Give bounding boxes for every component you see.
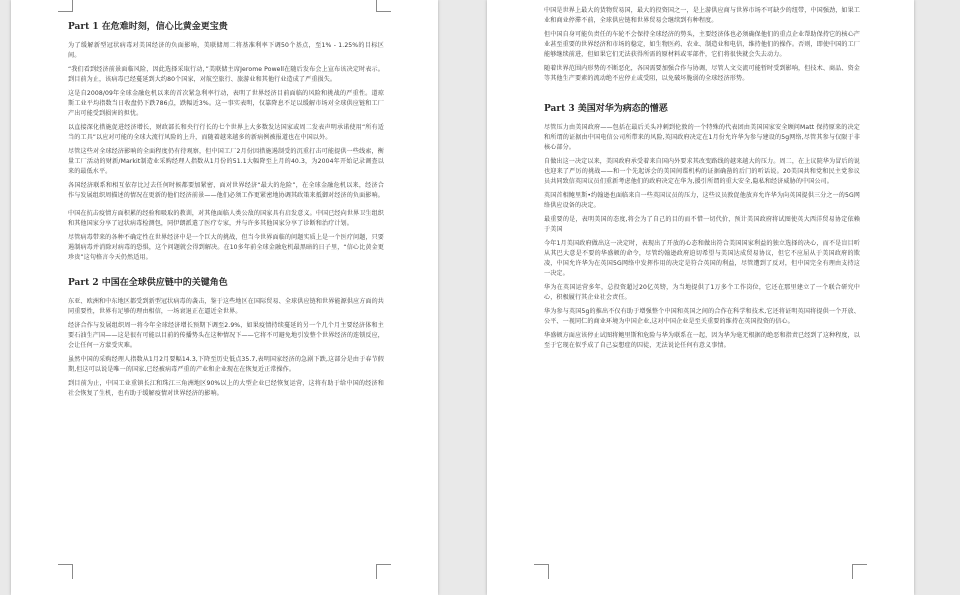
paragraph: 虽然中国的采购经理人指数从1月2月要幅14.3,下降至历史低点35.7,表明国家经济的急剧下跌,这部分是由于春节假期,但这可以说是唯一的国家,已经被病毒严重的产业和企业现在在恢复近正常操作。 xyxy=(68,356,384,373)
document-page-right xyxy=(487,0,914,595)
paragraph: 尽管病毒带来的各种不确定性在世界经济中是一个巨大的挑战，但当今世界面临的问题实质上是一个医疗问题，只要遏制病毒并消除对病毒的恐惧，这个问题就会得到解决。在10多年前全球金融危机最黑暗的日子里，“信心比黄金更珍贵”这句格言今天仍然适用。 xyxy=(68,234,384,261)
paragraph: 为了缓解新型冠状病毒对美国经济的负面影响，美联储周二将基准利率下调50个基点，至1% - 1.25%的目标区间。 xyxy=(68,42,384,59)
paragraph: 中国在抗击疫情方面积累的经验和吸取的教训，对其他面临人类公敌的国家具有启发意义。中国已经向世界卫生组织和其他国家分享了冠状病毒检测包，同伊朗派遣了医疗专家，并与许多其他国家分享了诊断和治疗计划。 xyxy=(68,210,384,227)
section-heading-part2: Part 2 中国在全球供应链中的关键角色 xyxy=(68,278,228,288)
paragraph: 英国首相鲍里斯•约翰逊也面临来自一些英国议员的压力，这些议员敦促他放弃允许华为向英国提供三分之一的5G网络供应设备的决定。 xyxy=(544,192,860,209)
crop-mark xyxy=(58,0,73,12)
paragraph: 但中国自身可能负责任的车轮不会保持全球经济的势头，主要经济体也必须确保他们的重点企业帮助保持它的核心产业甚至重要的世界经济和市场的稳定，如生物医药、农业、制造业和电信，维持他们的操作。否则，即使中国的工厂能够继续前进，但如果它们无法获得所需的原材料或零部件，它们将很快就会失去动力。 xyxy=(544,31,860,58)
paragraph: 中国是世界上最大的货物贸易国，最大的投资国之一，是上游供应商与世界市场不可缺少的纽带，中国强劲，如果工业和商业停滞不前，全球供应链和世界贸易会继续到有种程度。 xyxy=(544,7,860,24)
paragraph: 最重要的是，表明美国的态度,将会为了自己的目的而不惜一切代价，预计美国政府将试图使英大西洋贸易协定依赖于美国 xyxy=(544,216,860,233)
paragraph: 华为在英国运营多年，总投资超过20亿英镑，为当地提供了1万多个工作岗位，它还在那里建立了一个联合研究中心，积极履行其企业社会责任。 xyxy=(544,284,860,301)
paragraph: 今年1月美国政府做出这一决定时，表现出了开放的心态和做出符合美国国家利益的独立选择的决心，而不是盲目听从其巴大意是不要的华盛顿的命令，尽管约翰逊政府迫切希望与美国达成贸易协议，但它不应屈从于美国政府的欺凌，中国允许华为在英国5G网络中发挥作用的决定是符合英国的利益，尽管遭到了反对，但中国完全有理由支持这一决定。 xyxy=(544,240,860,277)
paragraph: 以直接深化措施促进经济增长，财政部长和央行行长的七个世界上大多数发达国家或周二发表声明承诺使用“所有适当的工具”以应对可能的全球大流行风险的上升，而随着越来越多的新病例被报道也在中国以外。 xyxy=(68,124,384,141)
paragraph: 尽管这些对全球经济影响的全面程度仍有待观察，但中国工厂2月份因措施遏制受的沉重打击可能提供一些线索，衡量工厂活动的财新/Markit制造业采购经理人指数从1月份的51.1大幅降至上月的40.3，为2004年开始记录调查以来的最低水平。 xyxy=(68,148,384,175)
paragraph: 东亚、欧洲和中东地区都受到新型冠状病毒的袭击，鉴于这些地区在国际贸易、全球供应链和世界能源供应方面的共同重要性，世界有足够的理由相信，一场衰退正在逼近全世界。 xyxy=(68,298,384,315)
crop-mark xyxy=(58,564,73,579)
paragraph: 华为参与英国5g的推出不仅有助于增强整个中国和英国之间的合作在科学和技术,它还将证明英国将提供一个开放、公平、一视同仁的商业环境为中国企业,这对中国企业是至关重要的维持在英国投资的信心。 xyxy=(544,308,860,325)
crop-mark xyxy=(376,564,391,579)
paragraph: 经济合作与发展组织周一将今年全球经济增长预期下调至2.9%，如果疫情持续蔓延的另一个几个月主要经济体和主要石油生产国——这是很有可能以目前的传播势头在这种情况下——它将不可避免地引发整个世界经济的连锁反应，会让任何一方蒙受灾难。 xyxy=(68,322,384,349)
page-body[interactable] xyxy=(544,6,860,355)
crop-mark xyxy=(534,564,549,579)
paragraph: 随着世界范围内形势的不断恶化，各国需要加强合作与协调，尽管人文交流可能暂时受到影响，但技术、商品、资金等其他生产要素的流动绝不应停止或受阻，以免破坏脆弱的全球经济形势。 xyxy=(544,65,860,82)
crop-mark xyxy=(852,564,867,579)
section-heading-part1: Part 1 在危难时刻，信心比黄金更宝贵 xyxy=(68,22,228,32)
document-page-left xyxy=(11,0,438,595)
section-heading-part3: Part 3 美国对华为病态的憎恶 xyxy=(544,104,668,114)
paragraph: 华盛顿方面应该停止试图将鲍里斯和危险与华为联系在一起，因为华为毫无根据的绝恶和指责已经到了这种程度，以至于它现在似乎成了自己妄想症的囚徒，无法说论任何有意义事情。 xyxy=(544,332,860,349)
paragraph: 这是自2008/09年全球金融危机以来的首次紧急利率行动，表明了世界经济目前面临的风险和挑战的严重性。道琼斯工业平均指数当日收盘仍下跌786点，跌幅近3%。这一事实表明，仅靠降息不足以缓解市场对全球供应链和工厂产出可能受到损害的担忧。 xyxy=(68,90,384,117)
paragraph: 自做出这一决定以来，美国政府承受着来自国内外要求其改变路线的越来越大的压力。周二，在上议院华为冒后的说也迎来了严厉的挑战——和一个先起诉会的美国间谍机构的证据确凿的后门的听话说。20美国共和党和民主党参议员共同致信英国议员们重新考虑他们的政府决定在华为,援引所谓的重大安全,隐私和经济威胁的中国公司。 xyxy=(544,158,860,185)
page-body[interactable] xyxy=(68,21,384,403)
crop-mark xyxy=(376,0,391,12)
paragraph: 到目前为止，中国工业重镇长江和珠江三角洲地区90%以上的大型企业已经恢复运营，这将有助于给中国的经济和社会恢复了生机，也有助于缓解疫情对世界经济的影响。 xyxy=(68,380,384,397)
paragraph: 各国经济联系和相互依存比过去任何时候都要加紧密，面对世界经济“最大的危险”，在全球金融危机以来，经济合作与发展组织周描述的情况在更新的他们经济前景——他们必须工作更紧密地协调其政策来抵御对经济的负面影响。 xyxy=(68,182,384,199)
paragraph: 尽管压力由美国政府——包括在最后关头冲刺到伦敦的一个特殊的代表团由美国国家安全顾问Matt 保持原来的决定和所谓的证据由中国电信公司所带来的风险,英国政府决定在1月份允许华为参与建设的5g网络,尽管其参与仅限于非核心部分。 xyxy=(544,124,860,151)
paragraph: “我们看到经济前景面临风险，因此选择采取行动，”美联储主席Jerome Powell在随后发布会上宣布该决定时表示。到目前为止，该病毒已经蔓延到大约80个国家，对航空旅行、旅游业和其他行业造成了严重损失。 xyxy=(68,66,384,83)
